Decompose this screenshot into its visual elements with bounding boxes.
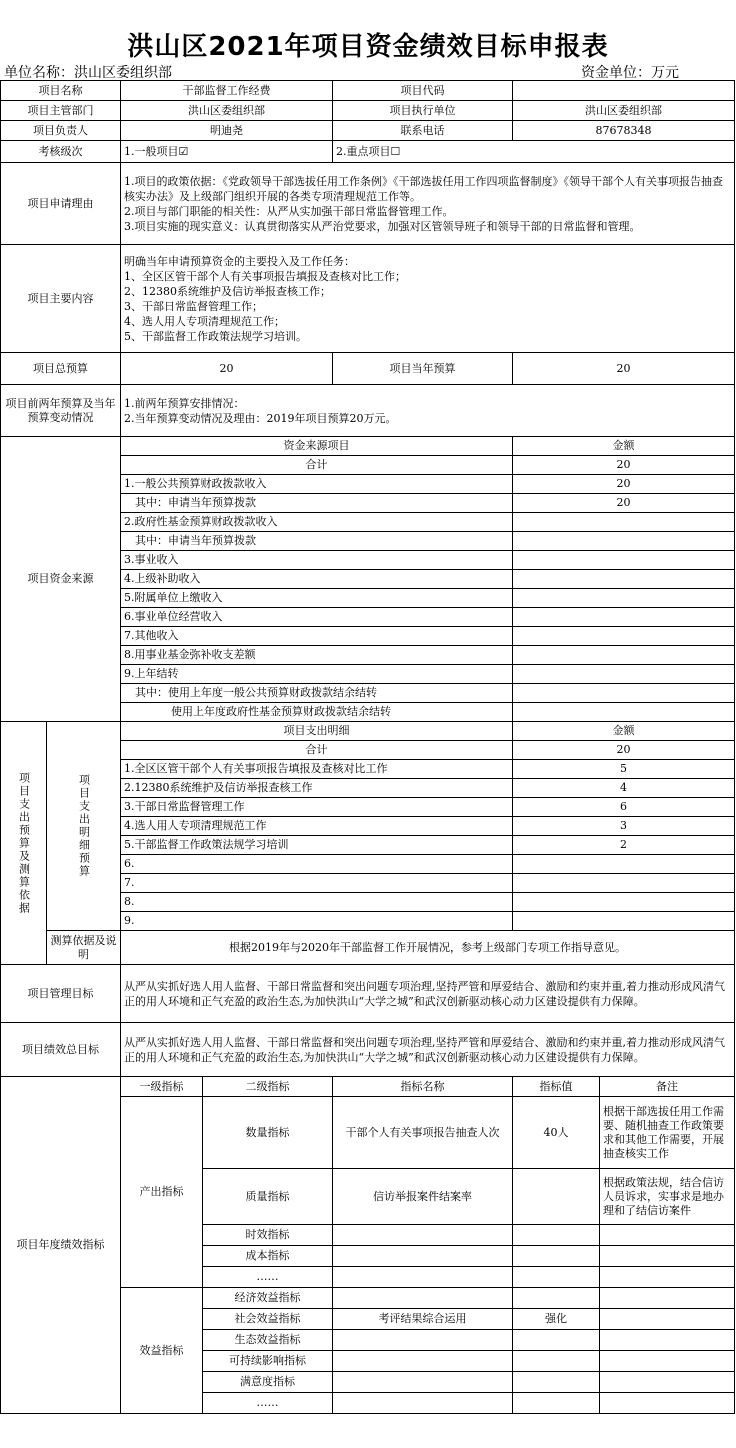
- mgmt-text: 从严从实抓好选人用人监督、干部日常监督和突出问题专项治理,坚持严管和厚爱结合、激励和约束并重,着力推动形成风清气正的用人环境和正气充盈的政治生态,为加快洪山“大学之城”和武汉创新驱动核心动力区建设提供有力保障。: [121, 965, 735, 1023]
- expense-row-name: 1.全区区管干部个人有关事项报告填报及查核对比工作: [121, 760, 513, 779]
- reason-label: 项目申请理由: [1, 163, 121, 245]
- ind-note: [600, 1372, 735, 1393]
- ind-col-l1: 一级指标: [121, 1077, 203, 1097]
- ind-name: [333, 1267, 513, 1288]
- current-budget: 20: [513, 353, 735, 385]
- expense-row-amount: [513, 874, 735, 893]
- ind-value: [513, 1372, 600, 1393]
- ind-name: 信访举报案件结案率: [333, 1169, 513, 1225]
- expense-row-amount: [513, 893, 735, 912]
- expense-col-amount: 金额: [513, 722, 735, 741]
- ind-note: [600, 1351, 735, 1372]
- funding-row-name: 9.上年结转: [121, 665, 513, 684]
- change-text: [121, 385, 735, 437]
- level-general: 1.一般项目☑: [121, 141, 333, 163]
- level-key: 2.重点项目☐: [333, 141, 735, 163]
- ind-value: [513, 1169, 600, 1225]
- content-line: 2、12380系统维护及信访举报查核工作；: [124, 284, 331, 298]
- expense-row-amount: 2: [513, 836, 735, 855]
- content-line: 4、选人用人专项清理规范工作；: [124, 314, 285, 328]
- ind-l2: 质量指标: [203, 1169, 333, 1225]
- funding-row-name: 使用上年度政府性基金预算财政拨款结余结转: [121, 703, 513, 722]
- ind-l2: 社会效益指标: [203, 1309, 333, 1330]
- exec-label: 项目执行单位: [333, 101, 513, 121]
- ind-name: [333, 1351, 513, 1372]
- ind-note: [600, 1288, 735, 1309]
- funding-row-amount: 20: [513, 456, 735, 475]
- ind-col-l2: 二级指标: [203, 1077, 333, 1097]
- funding-row-amount: [513, 684, 735, 703]
- expense-row-name: 7.: [121, 874, 513, 893]
- expense-outer-label-text: 项目支出预算及测算依据: [17, 771, 31, 915]
- ind-name: [333, 1372, 513, 1393]
- ind-value: [513, 1288, 600, 1309]
- ind-col-note: 备注: [600, 1077, 735, 1097]
- report-title: 洪山区2021年项目资金绩效目标申报表: [127, 32, 609, 62]
- funding-row-name: 7.其他收入: [121, 627, 513, 646]
- ind-value: [513, 1351, 600, 1372]
- ind-name: 考评结果综合运用: [333, 1309, 513, 1330]
- expense-row-name: 合计: [121, 741, 513, 760]
- expense-row-amount: [513, 855, 735, 874]
- funding-row-amount: [513, 570, 735, 589]
- expense-row-amount: 5: [513, 760, 735, 779]
- ind-col-name: 指标名称: [333, 1077, 513, 1097]
- current-budget-label: 项目当年预算: [333, 353, 513, 385]
- basis-label: 测算依据及说明: [47, 931, 121, 965]
- expense-col-item: 项目支出明细: [121, 722, 513, 741]
- content-line: 1、全区区管干部个人有关事项报告填报及查核对比工作；: [124, 269, 406, 283]
- reason-line: 2.项目与部门职能的相关性：从严从实加强干部日常监督管理工作。: [124, 204, 454, 218]
- funding-col-amount: 金额: [513, 437, 735, 456]
- funding-row-name: 其中：使用上年度一般公共预算财政拨款结余结转: [121, 684, 513, 703]
- funding-row-name: 8.用事业基金弥补收支差额: [121, 646, 513, 665]
- perf-label: 项目绩效总目标: [1, 1023, 121, 1077]
- ind-l2: 成本指标: [203, 1246, 333, 1267]
- ind-col-value: 指标值: [513, 1077, 600, 1097]
- ind-l2: 生态效益指标: [203, 1330, 333, 1351]
- funding-row-amount: [513, 513, 735, 532]
- funding-row-name: 4.上级补助收入: [121, 570, 513, 589]
- level-label: 考核级次: [1, 141, 121, 163]
- change-label: 项目前两年预算及当年预算变动情况: [1, 385, 121, 437]
- expense-row-name: 9.: [121, 912, 513, 931]
- ind-note: [600, 1246, 735, 1267]
- ind-note: 根据政策法规，结合信访人员诉求，实事求是地办理和了结信访案件: [600, 1169, 735, 1225]
- content-line: 3、干部日常监督管理工作；: [124, 299, 263, 313]
- content-text: [121, 245, 735, 353]
- ind-value: [513, 1267, 600, 1288]
- ind-value: 强化: [513, 1309, 600, 1330]
- funding-row-amount: 20: [513, 475, 735, 494]
- ind-name: [333, 1393, 513, 1414]
- ind-note: [600, 1225, 735, 1246]
- change-line: 2.当年预算变动情况及理由：2019年项目预算20万元。: [124, 411, 397, 425]
- expense-row-amount: 4: [513, 779, 735, 798]
- reason-line: 3.项目实施的现实意义：认真贯彻落实从严治党要求，加强对区管领导班子和领导干部的日常监督和管理。: [124, 219, 641, 233]
- ind-l2: ……: [203, 1393, 333, 1414]
- mgmt-label: 项目管理目标: [1, 965, 121, 1023]
- funding-label: 项目资金来源: [1, 437, 121, 722]
- report-table: [0, 80, 735, 1414]
- ind-note: [600, 1267, 735, 1288]
- expense-row-name: 5.干部监督工作政策法规学习培训: [121, 836, 513, 855]
- exec: 洪山区委组织部: [513, 101, 735, 121]
- expense-row-amount: 3: [513, 817, 735, 836]
- ind-name: [333, 1288, 513, 1309]
- expense-row-name: 2.12380系统维护及信访举报查核工作: [121, 779, 513, 798]
- expense-inner-label-text: 项目支出明细预算: [77, 774, 91, 878]
- funding-row-name: 合计: [121, 456, 513, 475]
- ind-name: 干部个人有关事项报告抽查人次: [333, 1097, 513, 1169]
- project-name-label: 项目名称: [1, 81, 121, 101]
- total-budget: 20: [121, 353, 333, 385]
- expense-row-name: 4.选人用人专项清理规范工作: [121, 817, 513, 836]
- ind-l2: 可持续影响指标: [203, 1351, 333, 1372]
- output-label: 产出指标: [121, 1097, 203, 1288]
- ind-name: [333, 1330, 513, 1351]
- project-code-label: 项目代码: [333, 81, 513, 101]
- ind-note: [600, 1330, 735, 1351]
- expense-row-name: 8.: [121, 893, 513, 912]
- ind-name: [333, 1246, 513, 1267]
- ind-note: [600, 1309, 735, 1330]
- ind-l2: 数量指标: [203, 1097, 333, 1169]
- ind-value: [513, 1246, 600, 1267]
- funding-row-name: 6.事业单位经营收入: [121, 608, 513, 627]
- expense-row-name: 3.干部日常监督管理工作: [121, 798, 513, 817]
- ind-value: [513, 1393, 600, 1414]
- expense-row-amount: 6: [513, 798, 735, 817]
- ind-l2: 时效指标: [203, 1225, 333, 1246]
- funding-row-amount: [513, 646, 735, 665]
- funding-row-amount: [513, 703, 735, 722]
- expense-row-amount: 20: [513, 741, 735, 760]
- content-label: 项目主要内容: [1, 245, 121, 353]
- expense-row-name: 6.: [121, 855, 513, 874]
- funding-row-amount: [513, 627, 735, 646]
- basis-text: 根据2019年与2020年干部监督工作开展情况，参考上级部门专项工作指导意见。: [121, 931, 735, 965]
- project-code: [513, 81, 735, 101]
- ind-l2: ……: [203, 1267, 333, 1288]
- funding-row-name: 3.事业收入: [121, 551, 513, 570]
- expense-inner-label: [47, 722, 121, 931]
- funding-row-amount: [513, 665, 735, 684]
- ind-note: [600, 1393, 735, 1414]
- funding-row-name: 1.一般公共预算财政拨款收入: [121, 475, 513, 494]
- funding-row-amount: [513, 608, 735, 627]
- ind-value: [513, 1225, 600, 1246]
- ind-value: 40人: [513, 1097, 600, 1169]
- owner: 明迪尧: [121, 121, 333, 141]
- indicators-label: 项目年度绩效指标: [1, 1077, 121, 1414]
- money-unit: 资金单位：万元: [581, 65, 679, 81]
- change-line: 1.前两年预算安排情况：: [124, 396, 245, 410]
- effect-label: 效益指标: [121, 1288, 203, 1414]
- phone-label: 联系电话: [333, 121, 513, 141]
- expense-row-amount: [513, 912, 735, 931]
- ind-note: 根据干部选拔任用工作需要、随机抽查工作政策要求和其他工作需要，开展抽查核实工作: [600, 1097, 735, 1169]
- dept: 洪山区委组织部: [121, 101, 333, 121]
- dept-label: 项目主管部门: [1, 101, 121, 121]
- perf-text: 从严从实抓好选人用人监督、干部日常监督和突出问题专项治理,坚持严管和厚爱结合、激励和约束并重,着力推动形成风清气正的用人环境和正气充盈的政治生态,为加快洪山“大学之城”和武汉创新驱动核心动力区建设提供有力保障。: [121, 1023, 735, 1077]
- total-budget-label: 项目总预算: [1, 353, 121, 385]
- funding-row-amount: [513, 532, 735, 551]
- ind-name: [333, 1225, 513, 1246]
- funding-row-name: 2.政府性基金预算财政拨款收入: [121, 513, 513, 532]
- content-line: 明确当年申请预算资金的主要投入及工作任务：: [124, 254, 355, 268]
- funding-row-amount: [513, 551, 735, 570]
- funding-row-name: 其中：申请当年预算拨款: [121, 494, 513, 513]
- content-line: 5、干部监督工作政策法规学习培训。: [124, 329, 307, 343]
- ind-value: [513, 1330, 600, 1351]
- funding-row-name: 5.附属单位上缴收入: [121, 589, 513, 608]
- reason-line: 1.项目的政策依据：《党政领导干部选拔任用工作条例》《干部选拔任用工作四项监督制度》《领导干部个人有关事项报告抽查核实办法》及上级部门组织开展的各类专项清理规范工作等。: [124, 174, 723, 203]
- funding-row-amount: [513, 589, 735, 608]
- ind-l2: 满意度指标: [203, 1372, 333, 1393]
- expense-outer-label: [1, 722, 47, 965]
- phone: 87678348: [513, 121, 735, 141]
- funding-col-item: 资金来源项目: [121, 437, 513, 456]
- ind-l2: 经济效益指标: [203, 1288, 333, 1309]
- reason-text: [121, 163, 735, 245]
- funding-row-name: 其中：申请当年预算拨款: [121, 532, 513, 551]
- unit-name: 单位名称：洪山区委组织部: [4, 65, 172, 81]
- funding-row-amount: 20: [513, 494, 735, 513]
- owner-label: 项目负责人: [1, 121, 121, 141]
- project-name: 干部监督工作经费: [121, 81, 333, 101]
